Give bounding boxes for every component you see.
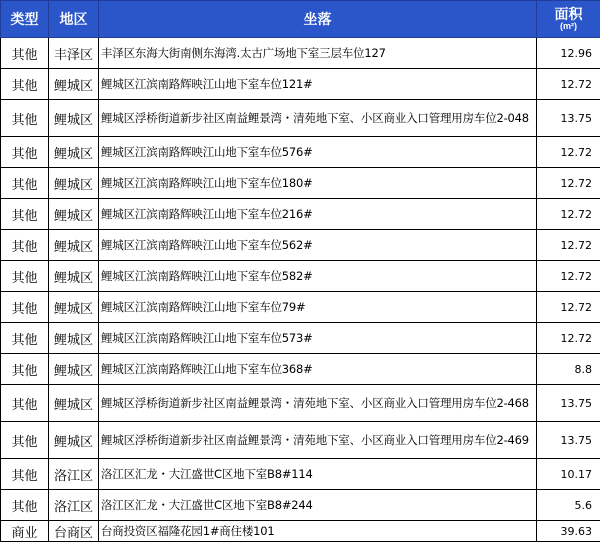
header-size-unit: (m²) — [537, 21, 600, 31]
table-row — [1, 38, 600, 69]
cell-location: 丰泽区东海大街南侧东海湾.太古广场地下室三层车位127 — [99, 38, 537, 69]
table-row — [1, 459, 600, 490]
cell-area: 鲤城区 — [49, 385, 99, 422]
header-area: 地区 — [49, 1, 99, 38]
cell-size: 39.63 — [537, 521, 600, 542]
cell-type: 其他 — [1, 261, 49, 292]
cell-area: 丰泽区 — [49, 38, 99, 69]
cell-location: 鲤城区江滨南路辉映江山地下室车位368# — [99, 354, 537, 385]
cell-area: 洛江区 — [49, 490, 99, 521]
cell-type: 其他 — [1, 385, 49, 422]
cell-location: 洛江区汇龙・大江盛世C区地下室B8#114 — [99, 459, 537, 490]
cell-area: 鲤城区 — [49, 261, 99, 292]
cell-size: 12.72 — [537, 69, 600, 100]
table-row — [1, 100, 600, 137]
cell-size: 13.75 — [537, 385, 600, 422]
cell-size: 5.6 — [537, 490, 600, 521]
cell-size: 12.72 — [537, 137, 600, 168]
cell-area: 鲤城区 — [49, 69, 99, 100]
table-row — [1, 230, 600, 261]
cell-type: 其他 — [1, 137, 49, 168]
cell-location: 鲤城区江滨南路辉映江山地下室车位216# — [99, 199, 537, 230]
cell-area: 鲤城区 — [49, 100, 99, 137]
cell-size: 12.72 — [537, 261, 600, 292]
table-row — [1, 137, 600, 168]
cell-area: 鲤城区 — [49, 422, 99, 459]
cell-area: 鲤城区 — [49, 168, 99, 199]
header-row — [1, 1, 600, 38]
cell-type: 其他 — [1, 230, 49, 261]
cell-size: 12.72 — [537, 199, 600, 230]
cell-size: 13.75 — [537, 100, 600, 137]
cell-type: 其他 — [1, 354, 49, 385]
cell-location: 鲤城区江滨南路辉映江山地下室车位582# — [99, 261, 537, 292]
cell-size: 12.96 — [537, 38, 600, 69]
cell-type: 其他 — [1, 168, 49, 199]
table-row — [1, 168, 600, 199]
cell-size: 12.72 — [537, 323, 600, 354]
cell-type: 其他 — [1, 100, 49, 137]
cell-location: 鲤城区江滨南路辉映江山地下室车位79# — [99, 292, 537, 323]
cell-location: 台商投资区福隆花园1#商住楼101 — [99, 521, 537, 542]
cell-area: 鲤城区 — [49, 323, 99, 354]
cell-location: 鲤城区浮桥街道新步社区南益鲤景湾・清苑地下室、小区商业入口管理用房车位2-468 — [99, 385, 537, 422]
cell-type: 其他 — [1, 199, 49, 230]
header-location: 坐落 — [99, 1, 537, 38]
cell-location: 鲤城区江滨南路辉映江山地下室车位562# — [99, 230, 537, 261]
cell-area: 鲤城区 — [49, 199, 99, 230]
table-row — [1, 323, 600, 354]
table-row — [1, 292, 600, 323]
cell-type: 其他 — [1, 459, 49, 490]
cell-size: 12.72 — [537, 168, 600, 199]
table-row — [1, 199, 600, 230]
cell-area: 鲤城区 — [49, 137, 99, 168]
table-row — [1, 422, 600, 459]
table-row — [1, 490, 600, 521]
table-row — [1, 385, 600, 422]
cell-location: 鲤城区江滨南路辉映江山地下室车位121# — [99, 69, 537, 100]
cell-location: 鲤城区江滨南路辉映江山地下室车位180# — [99, 168, 537, 199]
table-row — [1, 69, 600, 100]
cell-area: 鲤城区 — [49, 230, 99, 261]
cell-area: 洛江区 — [49, 459, 99, 490]
cell-type: 其他 — [1, 490, 49, 521]
cell-location: 洛江区汇龙・大江盛世C区地下室B8#244 — [99, 490, 537, 521]
header-type: 类型 — [1, 1, 49, 38]
cell-size: 10.17 — [537, 459, 600, 490]
cell-location: 鲤城区江滨南路辉映江山地下室车位576# — [99, 137, 537, 168]
table-row — [1, 521, 600, 542]
cell-location: 鲤城区浮桥街道新步社区南益鲤景湾・清苑地下室、小区商业入口管理用房车位2-048 — [99, 100, 537, 137]
header-size — [537, 1, 600, 38]
cell-size: 12.72 — [537, 230, 600, 261]
cell-size: 13.75 — [537, 422, 600, 459]
cell-area: 鲤城区 — [49, 354, 99, 385]
table-row — [1, 354, 600, 385]
cell-area: 鲤城区 — [49, 292, 99, 323]
cell-location: 鲤城区江滨南路辉映江山地下室车位573# — [99, 323, 537, 354]
cell-type: 其他 — [1, 422, 49, 459]
cell-location: 鲤城区浮桥街道新步社区南益鲤景湾・清苑地下室、小区商业入口管理用房车位2-469 — [99, 422, 537, 459]
cell-type: 商业 — [1, 521, 49, 542]
cell-type: 其他 — [1, 38, 49, 69]
cell-size: 12.72 — [537, 292, 600, 323]
table-row — [1, 261, 600, 292]
cell-type: 其他 — [1, 69, 49, 100]
cell-type: 其他 — [1, 323, 49, 354]
header-size-label: 面积 — [555, 6, 583, 22]
cell-type: 其他 — [1, 292, 49, 323]
cell-area: 台商区 — [49, 521, 99, 542]
cell-size: 8.8 — [537, 354, 600, 385]
